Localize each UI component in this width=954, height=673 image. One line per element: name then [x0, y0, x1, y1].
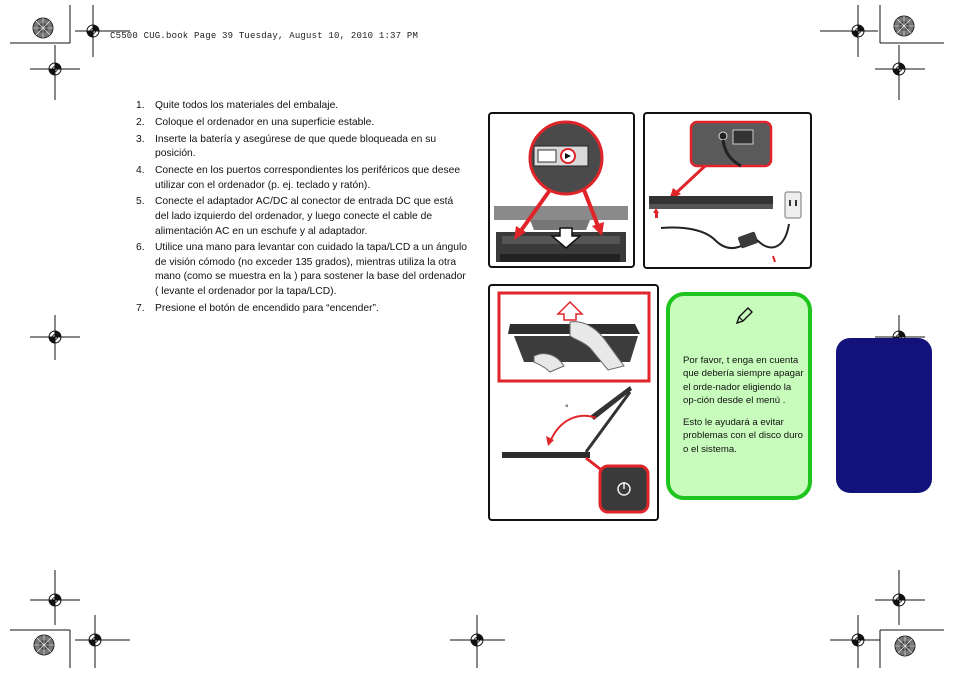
step-number: 1. [136, 100, 145, 111]
step-text: Utilice una mano para levantar con cuidado la tapa/LCD a un ángulo de visión cómodo (no exceder 135 grados), mientras utiliza la otra mano (como se muestra en la ) para sostener la base del ordenador ( levante el ordenador por la tapa/LCD). [155, 242, 467, 298]
step-item [136, 99, 468, 114]
setup-steps [136, 99, 468, 319]
note-paragraph: Esto le ayudará a evitar problemas con el disco duro o el sistema. [683, 417, 803, 455]
step-number: 7. [136, 302, 145, 314]
chapter-side-tab [836, 338, 932, 493]
note-paragraph: Por favor, t enga en cuenta que debería siempre apagar el orde-nador eligiendo la op-ción desde el menú . [683, 355, 804, 406]
note-text [683, 354, 807, 465]
open-lid-illustration [490, 286, 656, 518]
book-header: C5500 CUG.book Page 39 Tuesday, August 10, 2010 1:37 PM [110, 31, 419, 41]
step-number: 6. [136, 242, 145, 254]
pencil-icon [734, 306, 754, 326]
step-number: 3. [136, 133, 145, 145]
step-text: Conecte en los puertos correspondientes los periféricos que desee utilizar con el ordenador (p. ej. teclado y ratón). [155, 164, 461, 191]
note-box [666, 292, 812, 500]
battery-illustration [490, 114, 632, 265]
adapter-figure [643, 112, 812, 269]
step-item [136, 116, 468, 131]
step-text: Conecte el adaptador AC/DC al conector de entrada DC que está del lado izquierdo del ordenador, y luego conecte el cable de alimentación AC en un eschufe y al adaptador. [155, 196, 454, 237]
step-item [136, 195, 468, 239]
step-number: 2. [136, 116, 145, 128]
battery-figure [488, 112, 635, 268]
degree-mark: ° [565, 403, 569, 413]
step-number: 4. [136, 164, 145, 176]
step-item [136, 133, 468, 162]
open-lid-figure [488, 284, 659, 521]
step-item [136, 302, 468, 317]
step-text: Presione el botón de encendido para “encender”. [155, 302, 379, 314]
step-item [136, 241, 468, 299]
step-text: Coloque el ordenador en una superficie estable. [155, 116, 375, 128]
step-text: Inserte la batería y asegúrese de que quede bloqueada en su posición. [155, 133, 437, 160]
step-text: Quite todos los materiales del embalaje. [155, 100, 339, 111]
step-item [136, 164, 468, 193]
step-number: 5. [136, 196, 145, 208]
adapter-illustration [645, 114, 809, 266]
